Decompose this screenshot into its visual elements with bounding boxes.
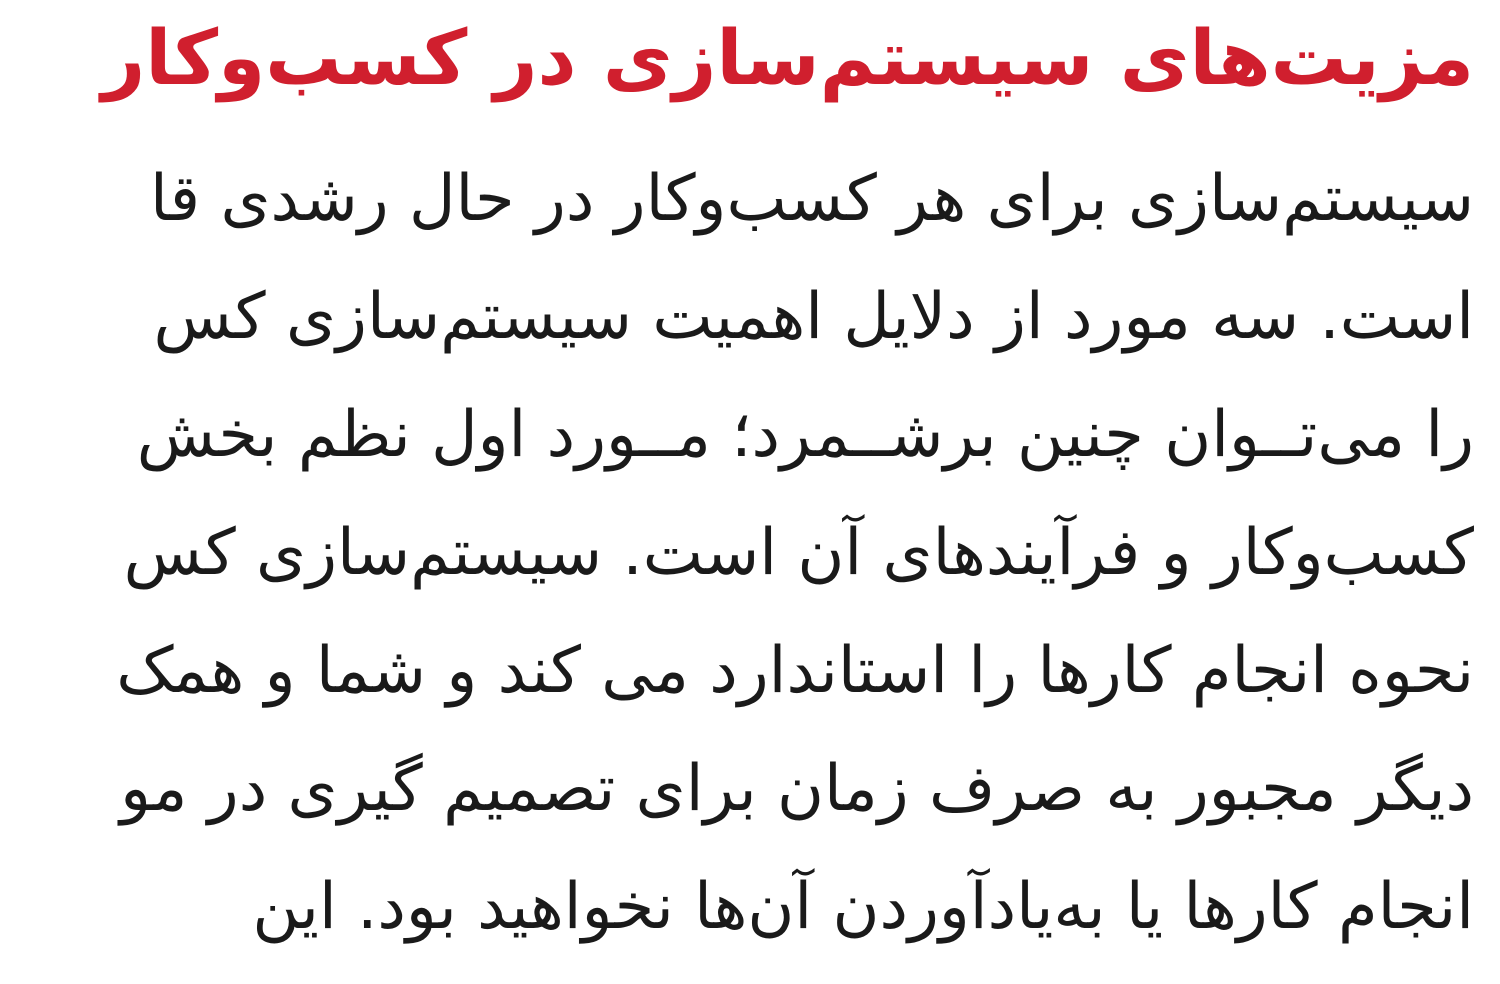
article-headline: مزیت‌های سیستم‌سازی در کسب‌وکار [101,13,1474,102]
body-line: است. سه مورد از دلایل اهمیت سیستم‌سازی کس [153,280,1474,354]
body-line: را می‌تــوان چنین برشــمرد؛ مــورد اول نظم بخش [136,398,1474,472]
body-line: سیستم‌سازی برای هر کسب‌وکار در حال رشدی قا [150,162,1474,236]
article-body [0,140,1474,984]
body-line: نحوه انجام کارها را استاندارد می کند و شما و همک [116,634,1474,708]
body-line: انجام کارها یا به‌یادآوردن آن‌ها نخواهید بود. این [252,870,1474,944]
body-line: دیگر مجبور به صرف زمان برای تصمیم گیری در مو [120,752,1474,826]
body-line: کسب‌وکار و فرآیندهای آن است. سیستم‌سازی کس [123,516,1474,590]
